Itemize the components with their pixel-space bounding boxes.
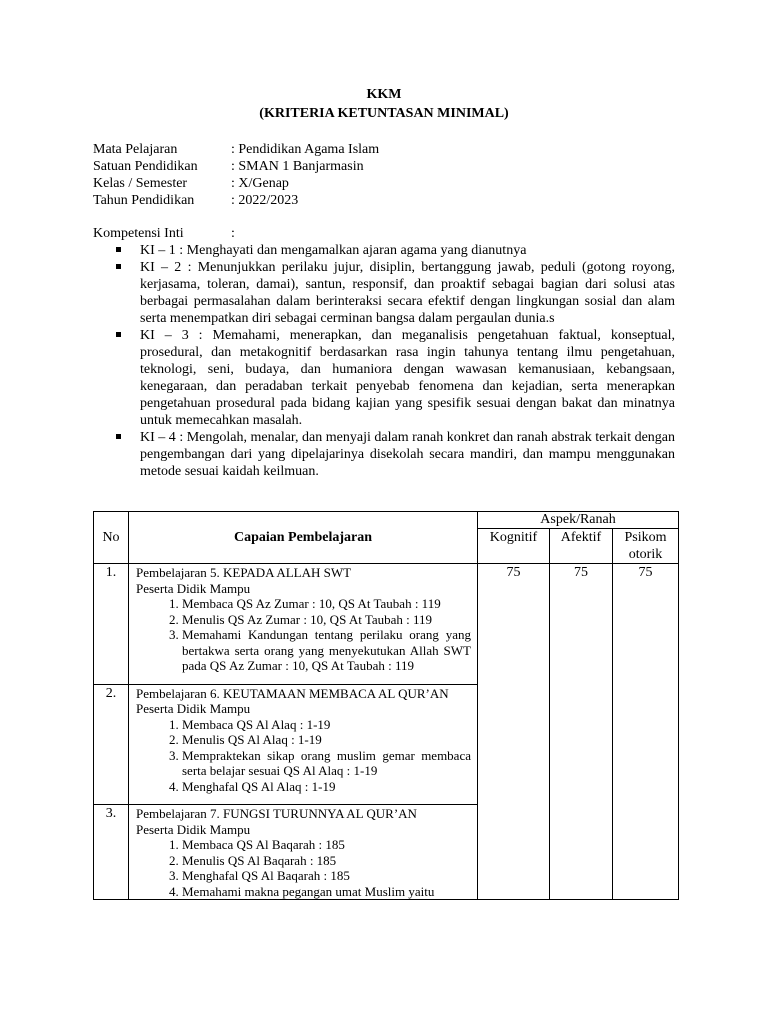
list-item: 3. Menghafal QS Al Baqarah : 185 (182, 868, 471, 884)
list-item: 2. Menulis QS Az Zumar : 10, QS At Taubah : 119 (182, 612, 471, 628)
peserta-label: Peserta Didik Mampu (136, 701, 251, 716)
info-value: : 2022/2023 (231, 193, 299, 208)
square-bullet-icon (116, 434, 121, 439)
info-row-tahun-pendidikan (93, 192, 379, 209)
ki-item-2 (116, 259, 675, 327)
pembelajaran-title: Pembelajaran 7. FUNGSI TURUNNYA AL QUR’AN (136, 806, 417, 821)
ki-text: KI – 2 : Menunjukkan perilaku jujur, disiplin, bertanggung jawab, peduli (gotong royong, kerjasama, toleran, damai), santun, responsif, dan proaktif sebagai bagian dari solusi atas berbagai permasalahan dalam berinteraksi secara efektif dengan lingkungan sosial dan alam serta menempatkan diri sebagai cerminan bangsa dalam pergaulan dunia.s (140, 260, 675, 326)
capaian-cell (129, 684, 478, 805)
list-item: 1. Membaca QS Al Alaq : 1-19 (182, 717, 471, 733)
kkm-table (93, 511, 679, 900)
score-psikomotorik: 75 (613, 564, 679, 900)
list-item: 4. Menghafal QS Al Alaq : 1-19 (182, 779, 471, 795)
ki-item-3 (116, 327, 675, 429)
list-item: 2. Menulis QS Al Alaq : 1-19 (182, 732, 471, 748)
capaian-list (136, 837, 471, 899)
list-item: 3. Memahami Kandungan tentang perilaku orang yang bertakwa serta orang yang menyekutukan Allah SWT pada QS Az Zumar : 10, QS At Taubah : 119 (182, 627, 471, 674)
kompetensi-inti-label: Kompetensi Inti (93, 226, 184, 241)
ki-text: KI – 3 : Memahami, menerapkan, dan meganalisis pengetahuan faktual, konseptual, prosedural, dan metakognitif berdasarkan rasa ingin tahunya tentang ilmu pengetahuan, teknologi, seni, budaya, dan humaniora dengan wawasan kemanusiaan, kebangsaan, kenegaraan, dan peradaban terkait penyebab fenomena dan kejadian, serta menerapkan pengetahuan prosedural pada bidang kajian yang spesifik sesuai dengan bakat dan minatnya untuk memecahkan masalah. (140, 328, 675, 428)
list-item: 1. Membaca QS Al Baqarah : 185 (182, 837, 471, 853)
capaian-cell (129, 564, 478, 685)
row-number: 1. (94, 564, 129, 685)
ki-item-4 (116, 429, 675, 480)
score-afektif: 75 (550, 564, 613, 900)
info-label: Mata Pelajaran (93, 142, 178, 157)
pembelajaran-title: Pembelajaran 6. KEUTAMAAN MEMBACA AL QUR’AN (136, 685, 449, 701)
square-bullet-icon (116, 332, 121, 337)
kompetensi-inti-heading (93, 225, 235, 242)
info-value: : SMAN 1 Banjarmasin (231, 159, 364, 174)
row-number: 3. (94, 805, 129, 900)
list-item: 1. Membaca QS Az Zumar : 10, QS At Taubah : 119 (182, 596, 471, 612)
pembelajaran-title: Pembelajaran 5. KEPADA ALLAH SWT (136, 565, 352, 580)
peserta-label: Peserta Didik Mampu (136, 821, 251, 837)
ki-text: KI – 1 : Menghayati dan mengamalkan ajaran agama yang dianutnya (140, 243, 527, 258)
header-psikomotorik: Psikom otorik (613, 529, 679, 564)
table-row (94, 564, 679, 685)
info-row-satuan-pendidikan (93, 158, 379, 175)
info-row-kelas-semester (93, 175, 379, 192)
document-info (93, 141, 379, 209)
square-bullet-icon (116, 264, 121, 269)
kompetensi-inti-list (116, 242, 675, 480)
square-bullet-icon (116, 247, 121, 252)
info-label: Satuan Pendidikan (93, 159, 198, 174)
info-value: : Pendidikan Agama Islam (231, 142, 380, 157)
info-label: Kelas / Semester (93, 176, 188, 191)
info-label: Tahun Pendidikan (93, 193, 195, 208)
peserta-label: Peserta Didik Mampu (136, 580, 251, 596)
header-afektif: Afektif (550, 529, 613, 564)
table-header-row (94, 512, 679, 529)
info-row-mata-pelajaran (93, 141, 379, 158)
page-subtitle: (KRITERIA KETUNTASAN MINIMAL) (259, 106, 509, 121)
page-title: KKM (366, 87, 402, 102)
ki-item-1 (116, 242, 675, 259)
header-kognitif: Kognitif (478, 529, 550, 564)
header-aspek-ranah: Aspek/Ranah (478, 512, 679, 529)
header-capaian: Capaian Pembelajaran (129, 512, 478, 564)
row-number: 2. (94, 684, 129, 805)
ki-text: KI – 4 : Mengolah, menalar, dan menyaji dalam ranah konkret dan ranah abstrak terkait dengan pengembangan dari yang dipelajarinya disekolah secara mandiri, dan mampu menggunakan metode sesuai kaidah keilmuan. (140, 430, 675, 479)
list-item: 4. Memahami makna pegangan umat Muslim yaitu (182, 884, 471, 900)
score-kognitif: 75 (478, 564, 550, 900)
list-item: 2. Menulis QS Al Baqarah : 185 (182, 853, 471, 869)
list-item: 3. Mempraktekan sikap orang muslim gemar membaca serta belajar sesuai QS Al Alaq : 1-19 (182, 748, 471, 779)
capaian-list (136, 717, 471, 795)
kompetensi-inti-separator: : (231, 226, 235, 241)
info-value: : X/Genap (231, 176, 289, 191)
capaian-cell (129, 805, 478, 900)
header-no: No (94, 512, 129, 564)
capaian-list (136, 596, 471, 674)
